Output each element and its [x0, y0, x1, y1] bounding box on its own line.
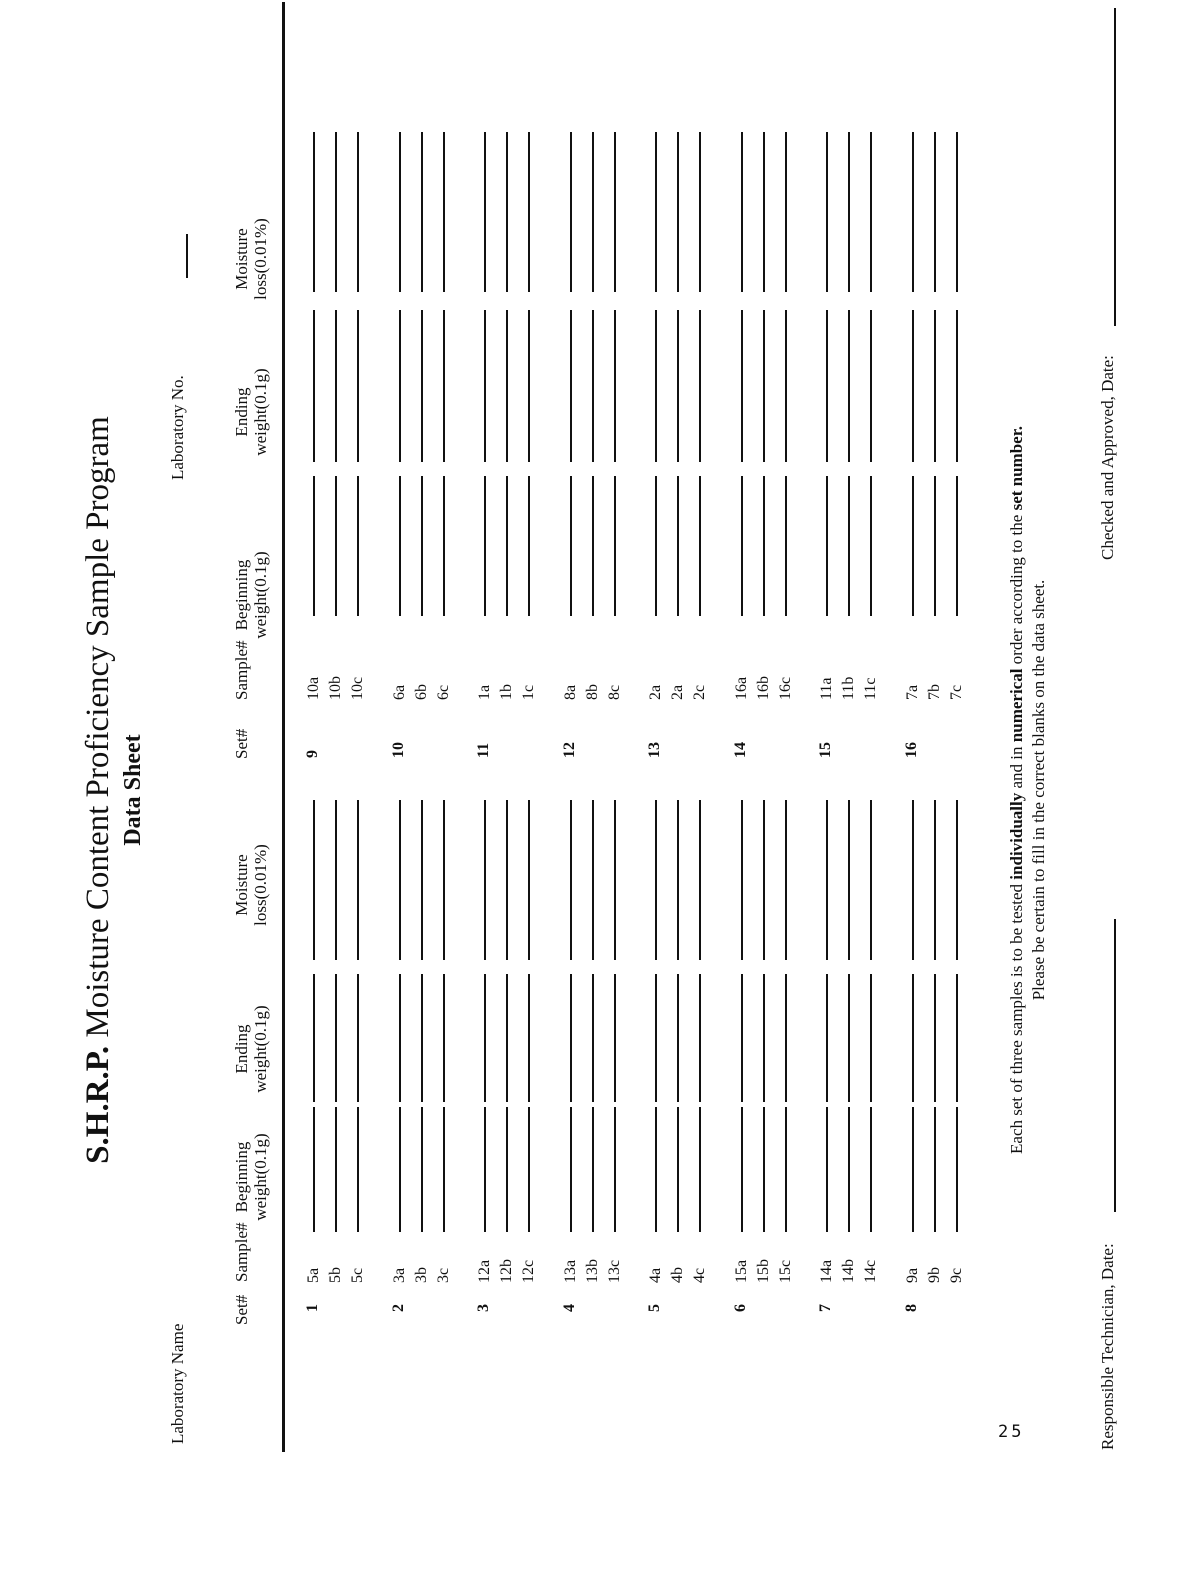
ending-weight-field[interactable] — [870, 974, 872, 1102]
set-number: 8 — [902, 1304, 920, 1312]
header-beginning-right-line1: Beginning — [232, 559, 251, 631]
sample-id: 1a — [476, 684, 493, 700]
set-number: 7 — [817, 1304, 834, 1312]
sample-id: 13c — [605, 1259, 623, 1283]
moisture-loss-field[interactable] — [870, 800, 872, 960]
beginning-weight-field[interactable] — [506, 1107, 508, 1232]
sample-id: 2a — [647, 684, 664, 700]
moisture-loss-field[interactable] — [826, 800, 828, 960]
sample-id: 16b — [754, 676, 772, 700]
moisture-loss-field[interactable] — [677, 800, 679, 960]
technician-signature-field[interactable] — [1114, 919, 1116, 1212]
sample-id: 8b — [583, 684, 601, 700]
beginning-weight-field[interactable] — [741, 1107, 743, 1232]
sample-id: 13b — [583, 1259, 601, 1283]
approval-signature-field[interactable] — [1114, 8, 1116, 326]
header-beginning-left-line2: weight(0.1g) — [251, 1133, 270, 1221]
beginning-weight-field[interactable] — [677, 1107, 679, 1232]
sample-id: 3a — [390, 1267, 408, 1283]
ending-weight-field[interactable] — [677, 310, 679, 462]
sample-id: 15a — [732, 1259, 750, 1283]
ending-weight-field[interactable] — [785, 310, 787, 462]
moisture-loss-field[interactable] — [614, 800, 616, 960]
ending-weight-field[interactable] — [934, 310, 936, 462]
moisture-loss-field[interactable] — [763, 800, 765, 960]
sample-id: 1b — [498, 684, 515, 700]
instruction-text-a: Each set of three samples is to be tested — [1007, 879, 1026, 1154]
sample-id: 4b — [669, 1267, 686, 1283]
ending-weight-field[interactable] — [313, 310, 315, 462]
moisture-loss-field[interactable] — [699, 800, 701, 960]
ending-weight-field[interactable] — [399, 974, 401, 1102]
sample-id: 6c — [434, 684, 452, 700]
sample-id: 10b — [327, 676, 344, 700]
ending-weight-field[interactable] — [655, 974, 657, 1102]
moisture-loss-field[interactable] — [785, 800, 787, 960]
ending-weight-field[interactable] — [399, 310, 401, 462]
beginning-weight-field[interactable] — [528, 1107, 530, 1232]
moisture-loss-field[interactable] — [528, 800, 530, 960]
ending-weight-field[interactable] — [934, 974, 936, 1102]
moisture-loss-field[interactable] — [399, 132, 401, 292]
ending-weight-field[interactable] — [592, 310, 594, 462]
moisture-loss-field[interactable] — [592, 132, 594, 292]
beginning-weight-field[interactable] — [357, 1107, 359, 1232]
moisture-loss-field[interactable] — [912, 132, 914, 292]
sample-id: 12c — [520, 1259, 537, 1283]
beginning-weight-field[interactable] — [956, 476, 958, 616]
sample-id: 2a — [669, 684, 686, 700]
ending-weight-field[interactable] — [826, 974, 828, 1102]
moisture-loss-field[interactable] — [421, 800, 423, 960]
header-ending-left-line2: weight(0.1g) — [251, 1005, 270, 1093]
sample-id: 10c — [349, 676, 366, 700]
ending-weight-field[interactable] — [614, 310, 616, 462]
ending-weight-field[interactable] — [763, 974, 765, 1102]
sample-id: 11c — [862, 677, 879, 700]
moisture-loss-field[interactable] — [484, 800, 486, 960]
ending-weight-field[interactable] — [826, 310, 828, 462]
ending-weight-field[interactable] — [785, 974, 787, 1102]
beginning-weight-field[interactable] — [655, 476, 657, 616]
ending-weight-field[interactable] — [313, 974, 315, 1102]
moisture-loss-field[interactable] — [956, 800, 958, 960]
moisture-loss-field[interactable] — [848, 132, 850, 292]
header-moisture-left-line2: loss(0.01%) — [251, 844, 270, 926]
sample-id: 3c — [434, 1267, 452, 1283]
beginning-weight-field[interactable] — [912, 1107, 914, 1232]
sample-id: 3b — [412, 1267, 430, 1283]
moisture-loss-field[interactable] — [570, 800, 572, 960]
sample-id: 12b — [498, 1259, 515, 1283]
moisture-loss-field[interactable] — [912, 800, 914, 960]
ending-weight-field[interactable] — [848, 974, 850, 1102]
sample-id: 2c — [691, 684, 708, 700]
set-number: 1 — [304, 1304, 321, 1312]
sample-id: 7a — [903, 684, 921, 700]
beginning-weight-field[interactable] — [484, 476, 486, 616]
moisture-loss-field[interactable] — [570, 132, 572, 292]
ending-weight-field[interactable] — [528, 310, 530, 462]
moisture-loss-field[interactable] — [399, 800, 401, 960]
moisture-loss-field[interactable] — [592, 800, 594, 960]
set-number: 12 — [560, 742, 578, 758]
moisture-loss-field[interactable] — [848, 800, 850, 960]
header-sample-right: Sample# — [232, 640, 251, 700]
lab-no-field[interactable] — [186, 234, 188, 278]
sample-id: 14c — [862, 1259, 879, 1283]
header-moisture-left-line1: Moisture — [232, 854, 251, 916]
moisture-loss-field[interactable] — [484, 132, 486, 292]
set-number: 5 — [646, 1304, 663, 1312]
ending-weight-field[interactable] — [443, 310, 445, 462]
set-number: 11 — [475, 742, 492, 758]
moisture-loss-field[interactable] — [443, 800, 445, 960]
lab-no-label: Laboratory No. — [168, 375, 187, 480]
header-ending-right-line1: Ending — [232, 387, 251, 437]
beginning-weight-field[interactable] — [699, 1107, 701, 1232]
moisture-loss-field[interactable] — [677, 132, 679, 292]
ending-weight-field[interactable] — [870, 310, 872, 462]
beginning-weight-field[interactable] — [677, 476, 679, 616]
beginning-weight-field[interactable] — [785, 1107, 787, 1232]
moisture-loss-field[interactable] — [421, 132, 423, 292]
ending-weight-field[interactable] — [443, 974, 445, 1102]
sample-id: 10a — [305, 676, 322, 700]
moisture-loss-field[interactable] — [870, 132, 872, 292]
ending-weight-field[interactable] — [570, 310, 572, 462]
moisture-loss-field[interactable] — [357, 132, 359, 292]
instruction-text-c: and in — [1007, 742, 1026, 793]
ending-weight-field[interactable] — [357, 974, 359, 1102]
beginning-weight-field[interactable] — [443, 1107, 445, 1232]
moisture-loss-field[interactable] — [741, 800, 743, 960]
moisture-loss-field[interactable] — [443, 132, 445, 292]
page-number: 25 — [998, 1422, 1025, 1442]
table-top-rule — [282, 2, 285, 1452]
beginning-weight-field[interactable] — [313, 1107, 315, 1232]
ending-weight-field[interactable] — [506, 310, 508, 462]
beginning-weight-field[interactable] — [506, 476, 508, 616]
ending-weight-field[interactable] — [335, 974, 337, 1102]
instruction-line-2: Please be certain to fill in the correct blanks on the data sheet. — [1029, 579, 1048, 1001]
sample-id: 4a — [647, 1267, 664, 1283]
ending-weight-field[interactable] — [421, 310, 423, 462]
beginning-weight-field[interactable] — [848, 1107, 850, 1232]
sample-id: 14b — [840, 1259, 857, 1283]
beginning-weight-field[interactable] — [335, 476, 337, 616]
ending-weight-field[interactable] — [655, 310, 657, 462]
sample-id: 16c — [776, 676, 794, 700]
ending-weight-field[interactable] — [741, 974, 743, 1102]
page-subtitle: Data Sheet — [120, 734, 146, 846]
page-title — [78, 0, 118, 1580]
beginning-weight-field[interactable] — [956, 1107, 958, 1232]
ending-weight-field[interactable] — [506, 974, 508, 1102]
beginning-weight-field[interactable] — [826, 476, 828, 616]
ending-weight-field[interactable] — [912, 310, 914, 462]
lab-name-label: Laboratory Name — [168, 1323, 187, 1444]
beginning-weight-field[interactable] — [763, 1107, 765, 1232]
sample-id: 1c — [520, 684, 537, 700]
ending-weight-field[interactable] — [357, 310, 359, 462]
ending-weight-field[interactable] — [677, 974, 679, 1102]
sample-id: 8a — [561, 684, 579, 700]
instruction-emphasis-set-number: set number. — [1007, 426, 1026, 511]
beginning-weight-field[interactable] — [592, 1107, 594, 1232]
header-moisture-right-line1: Moisture — [232, 228, 251, 290]
moisture-loss-field[interactable] — [934, 800, 936, 960]
ending-weight-field[interactable] — [484, 974, 486, 1102]
moisture-loss-field[interactable] — [528, 132, 530, 292]
ending-weight-field[interactable] — [570, 974, 572, 1102]
set-number: 2 — [389, 1304, 407, 1312]
moisture-loss-field[interactable] — [313, 132, 315, 292]
beginning-weight-field[interactable] — [399, 476, 401, 616]
beginning-weight-field[interactable] — [785, 476, 787, 616]
moisture-loss-field[interactable] — [741, 132, 743, 292]
set-number: 10 — [389, 742, 407, 758]
beginning-weight-field[interactable] — [614, 1107, 616, 1232]
ending-weight-field[interactable] — [614, 974, 616, 1102]
technician-label: Responsible Technician, Date: — [1098, 1243, 1117, 1450]
header-set-left: Set# — [232, 1294, 251, 1325]
beginning-weight-field[interactable] — [826, 1107, 828, 1232]
sample-id: 12a — [476, 1259, 493, 1283]
sample-id: 9b — [925, 1267, 943, 1283]
instruction-emphasis-numerical: numerical — [1007, 668, 1026, 743]
sample-id: 4c — [691, 1267, 708, 1283]
sample-id: 11a — [818, 677, 835, 700]
title-program-abbrev: S.H.R.P. — [80, 1045, 116, 1164]
beginning-weight-field[interactable] — [484, 1107, 486, 1232]
moisture-loss-field[interactable] — [699, 132, 701, 292]
header-ending-left — [232, 996, 270, 1102]
set-number: 9 — [304, 750, 321, 758]
beginning-weight-field[interactable] — [528, 476, 530, 616]
moisture-loss-field[interactable] — [956, 132, 958, 292]
beginning-weight-field[interactable] — [570, 1107, 572, 1232]
beginning-weight-field[interactable] — [934, 1107, 936, 1232]
moisture-loss-field[interactable] — [313, 800, 315, 960]
header-sample-left: Sample# — [232, 1222, 251, 1282]
beginning-weight-field[interactable] — [870, 476, 872, 616]
instruction-emphasis-individually: individually — [1007, 792, 1026, 880]
moisture-loss-field[interactable] — [826, 132, 828, 292]
ending-weight-field[interactable] — [912, 974, 914, 1102]
instruction-line-1 — [1006, 0, 1028, 1580]
ending-weight-field[interactable] — [956, 974, 958, 1102]
set-number: 13 — [646, 742, 663, 758]
beginning-weight-field[interactable] — [570, 476, 572, 616]
sample-id: 6b — [412, 684, 430, 700]
set-number: 6 — [731, 1304, 749, 1312]
moisture-loss-field[interactable] — [357, 800, 359, 960]
ending-weight-field[interactable] — [484, 310, 486, 462]
beginning-weight-field[interactable] — [421, 1107, 423, 1232]
ending-weight-field[interactable] — [528, 974, 530, 1102]
sample-id: 5a — [305, 1267, 322, 1283]
header-ending-right-line2: weight(0.1g) — [251, 368, 270, 456]
header-ending-right — [232, 359, 270, 465]
sample-id: 7c — [947, 684, 965, 700]
ending-weight-field[interactable] — [421, 974, 423, 1102]
set-number: 3 — [475, 1304, 492, 1312]
sample-id: 7b — [925, 684, 943, 700]
beginning-weight-field[interactable] — [870, 1107, 872, 1232]
sample-id: 16a — [732, 676, 750, 700]
beginning-weight-field[interactable] — [763, 476, 765, 616]
ending-weight-field[interactable] — [592, 974, 594, 1102]
beginning-weight-field[interactable] — [357, 476, 359, 616]
header-moisture-right — [232, 206, 270, 312]
beginning-weight-field[interactable] — [912, 476, 914, 616]
moisture-loss-field[interactable] — [655, 800, 657, 960]
sample-id: 15b — [754, 1259, 772, 1283]
moisture-loss-field[interactable] — [614, 132, 616, 292]
ending-weight-field[interactable] — [956, 310, 958, 462]
beginning-weight-field[interactable] — [399, 1107, 401, 1232]
ending-weight-field[interactable] — [848, 310, 850, 462]
sample-id: 8c — [605, 684, 623, 700]
header-beginning-left-line1: Beginning — [232, 1141, 251, 1213]
moisture-loss-field[interactable] — [763, 132, 765, 292]
beginning-weight-field[interactable] — [934, 476, 936, 616]
ending-weight-field[interactable] — [741, 310, 743, 462]
beginning-weight-field[interactable] — [614, 476, 616, 616]
set-number: 4 — [560, 1304, 578, 1312]
set-number: 14 — [731, 742, 749, 758]
set-number: 15 — [817, 742, 834, 758]
header-beginning-left — [232, 1124, 270, 1230]
header-beginning-right-line2: weight(0.1g) — [251, 551, 270, 639]
sample-id: 13a — [561, 1259, 579, 1283]
beginning-weight-field[interactable] — [848, 476, 850, 616]
sample-id: 5b — [327, 1267, 344, 1283]
header-beginning-right — [232, 542, 270, 648]
moisture-loss-field[interactable] — [506, 800, 508, 960]
moisture-loss-field[interactable] — [785, 132, 787, 292]
sample-id: 9a — [903, 1267, 921, 1283]
header-moisture-right-line2: loss(0.01%) — [251, 218, 270, 300]
sample-id: 5c — [349, 1267, 366, 1283]
sample-id: 6a — [390, 684, 408, 700]
beginning-weight-field[interactable] — [313, 476, 315, 616]
beginning-weight-field[interactable] — [699, 476, 701, 616]
moisture-loss-field[interactable] — [335, 132, 337, 292]
beginning-weight-field[interactable] — [443, 476, 445, 616]
instruction-text-e: order according to the — [1007, 510, 1026, 669]
beginning-weight-field[interactable] — [592, 476, 594, 616]
ending-weight-field[interactable] — [699, 310, 701, 462]
title-program-name: Moisture Content Proficiency Sample Program — [80, 416, 116, 1038]
header-ending-left-line1: Ending — [232, 1024, 251, 1074]
sample-id: 14a — [818, 1259, 835, 1283]
header-moisture-left — [232, 832, 270, 938]
beginning-weight-field[interactable] — [741, 476, 743, 616]
moisture-loss-field[interactable] — [934, 132, 936, 292]
header-set-right: Set# — [232, 728, 251, 759]
sample-id: 11b — [840, 676, 857, 700]
sample-id: 15c — [776, 1259, 794, 1283]
ending-weight-field[interactable] — [699, 974, 701, 1102]
ending-weight-field[interactable] — [763, 310, 765, 462]
beginning-weight-field[interactable] — [421, 476, 423, 616]
sample-id: 9c — [947, 1267, 965, 1283]
beginning-weight-field[interactable] — [655, 1107, 657, 1232]
approval-label: Checked and Approved, Date: — [1098, 355, 1117, 560]
moisture-loss-field[interactable] — [506, 132, 508, 292]
set-number: 16 — [902, 742, 920, 758]
beginning-weight-field[interactable] — [335, 1107, 337, 1232]
moisture-loss-field[interactable] — [335, 800, 337, 960]
moisture-loss-field[interactable] — [655, 132, 657, 292]
ending-weight-field[interactable] — [335, 310, 337, 462]
